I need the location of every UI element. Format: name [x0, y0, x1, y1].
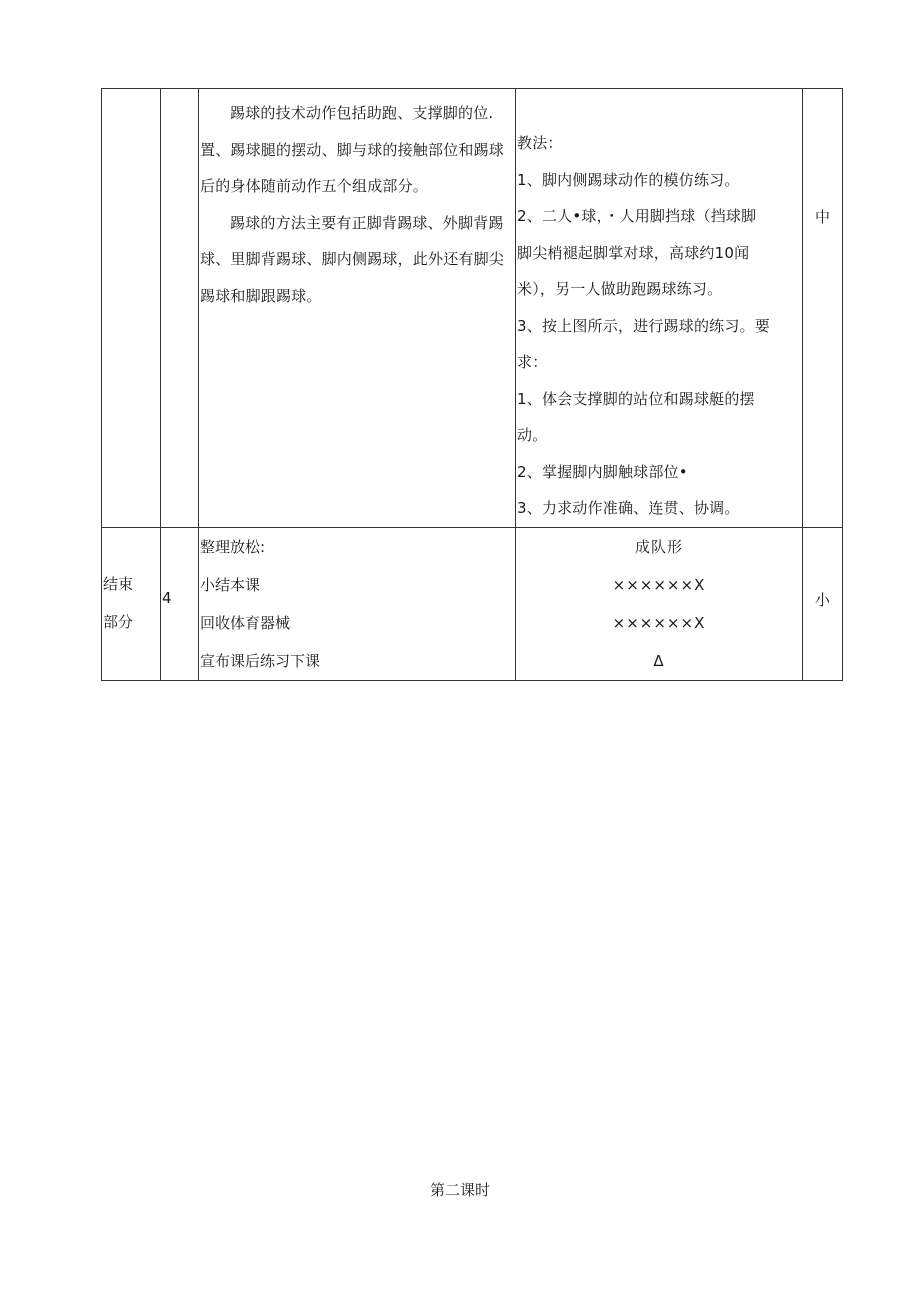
main-section-time-cell [161, 89, 199, 528]
formation-line: ××××××X [612, 575, 706, 594]
formation-line: Δ [653, 651, 665, 670]
end-section-time-cell [161, 527, 199, 680]
end-content-text [199, 528, 515, 680]
end-section-intensity-cell [803, 527, 843, 680]
lesson-plan-table [101, 88, 843, 681]
method-line: 3、力求动作准确、连贯、协调。 [517, 499, 740, 517]
formation-line: 成队形 [634, 537, 683, 556]
method-line: 米），另一人做助跑踢球练习。 [517, 280, 723, 298]
method-line: 3、按上图所示，进行踢球的练习。要 [517, 316, 770, 335]
end-content-line: 回收体育器械 [200, 613, 291, 632]
end-section-content-cell [199, 527, 516, 680]
method-line: 1、体会支撑脚的站位和踢球艇的摆 [517, 389, 755, 408]
main-section-row [102, 89, 843, 528]
teaching-method-text [516, 89, 802, 527]
end-content-line: 小结本课 [200, 575, 261, 594]
main-section-intensity-cell [803, 89, 843, 528]
formation-diagram [516, 528, 802, 680]
end-label-line: 部分 [103, 612, 134, 631]
method-line: 脚尖梢褪起脚掌对球，高球约10闻 [517, 243, 750, 262]
end-section-label [102, 528, 160, 641]
main-content-text [199, 89, 515, 314]
main-section-label-cell [102, 89, 161, 528]
end-intensity: 小 [814, 590, 830, 609]
method-line: 2、二人•球，・人用脚挡球（挡球脚 [517, 207, 757, 225]
end-section-formation-cell [516, 527, 803, 680]
page-footer: 第二课时 [429, 1181, 490, 1199]
content-paragraph: 踢球的技术动作包括助跑、支撑脚的位.置、踢球腿的摆动、脚与球的接触部位和踢球后的身体随前动作五个组成部分。 [200, 104, 505, 195]
end-section-time: 4 [162, 588, 172, 607]
main-section-method-cell [516, 89, 803, 528]
end-content-line: 宣布课后练习下课 [200, 651, 321, 670]
method-line: 动。 [517, 426, 548, 444]
method-line: 2、掌握脚内脚触球部位• [517, 462, 688, 481]
end-label-line: 结束 [103, 574, 134, 593]
main-intensity: 中 [814, 208, 830, 226]
end-section-row [102, 527, 843, 680]
end-section-label-cell [102, 527, 161, 680]
method-line: 1、脚内侧踢球动作的模仿练习。 [517, 170, 740, 189]
formation-line: ××××××X [612, 613, 706, 632]
method-line: 教法： [517, 134, 563, 152]
content-paragraph: 踢球的方法主要有正脚背踢球、外脚背踢球、里脚背踢球、脚内侧踢球，此外还有脚尖踢球和脚跟踢球。 [200, 213, 505, 305]
main-section-content-cell [199, 89, 516, 528]
method-line: 求： [517, 353, 548, 371]
end-content-line: 整理放松: [200, 537, 266, 556]
